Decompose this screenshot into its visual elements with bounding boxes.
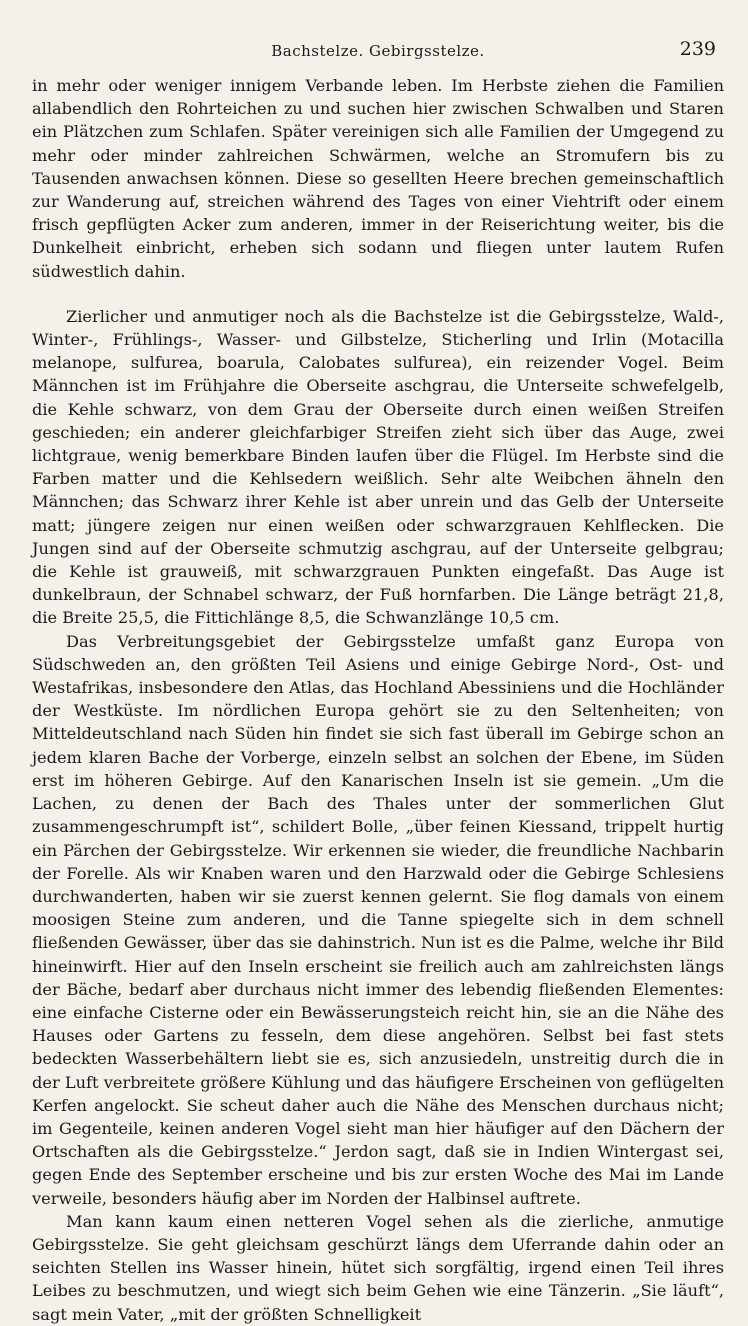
paragraph-continuation: in mehr oder weniger innigem Verbande leben. Im Herbste ziehen die Familien allabendlich den Rohrteichen zu und suchen hier zwischen Schwalben und Staren ein Plätzchen zum Schlafen. Später vereinigen sich alle Familien der Umgegend zu mehr oder minder zahlreichen Schwärmen, welche an Stromufern bis zu Tausenden anwachsen können. Diese so gesellten Heere brechen gemeinschaftlich zur Wanderung auf, streichen während des Tages von einer Viehtrift oder einem frisch gepflügten Acker zum anderen, immer in der Reiserichtung weiter, bis die Dunkelheit einbricht, erheben sich sodann und fliegen unter lautem Rufen südwestlich dahin. bbox=[32, 76, 724, 281]
running-head: Bachstelze. Gebirgsstelze. bbox=[271, 42, 485, 60]
paragraph-description: Zierlicher und anmutiger noch als die Bachstelze ist die Gebirgsstelze, Wald-, Winter-, Frühlings-, Wasser- und Gilbstelze, Sticherling und Irlin (Motacilla melanope, sulfurea, boarula, Calobates sulfurea), ein reizender Vogel. Beim Männchen ist im Frühjahre die Oberseite aschgrau, die Unterseite schwefelgelb, die Kehle schwarz, von dem Grau der Oberseite durch einen weißen Streifen geschieden; ein anderer gleichfarbiger Streifen zieht sich über das Auge, zwei lichtgraue, wenig bemerkbare Binden laufen über die Flügel. Im Herbste sind die Farben matter und die Kehlsedern weißlich. Sehr alte Weibchen ähneln den Männchen; das Schwarz ihrer Kehle ist aber unrein und das Gelb der Unterseite matt; jüngere zeigen nur einen weißen oder schwarzgrauen Kehlflecken. Die Jungen sind auf der Oberseite schmutzig aschgrau, auf der Unterseite gelbgrau; die Kehle ist grauweiß, mit schwarzgrauen Punkten eingefaßt. Das Auge ist dunkelbraun, der Schnabel schwarz, der Fuß hornfarben. Die Länge beträgt 21,8, die Breite 25,5, die Fittichlänge 8,5, die Schwanzlänge 10,5 cm. bbox=[32, 306, 724, 628]
paragraph-behavior: Man kann kaum einen netteren Vogel sehen als die zierliche, anmutige Gebirgsstelze. Sie geht gleichsam geschürzt längs dem Uferrande dahin oder an seichten Stellen ins Wasser hinein, hütet sich sorgfältig, irgend einen Teil ihres Leibes zu beschmutzen, und wiegt sich beim Gehen wie eine Tänzerin. „Sie läuft“, sagt mein Vater, „mit der größten Schnelligkeit bbox=[32, 1211, 724, 1324]
page-header bbox=[32, 38, 724, 66]
body-text bbox=[32, 74, 724, 1326]
page-number: 239 bbox=[679, 38, 716, 60]
paragraph-distribution: Das Verbreitungsgebiet der Gebirgsstelze umfaßt ganz Europa von Südschweden an, den größten Teil Asiens und einige Gebirge Nord-, Ost- und Westafrikas, insbesondere den Atlas, das Hochland Abessiniens und die Hochländer der Westküste. Im nördlichen Europa gehört sie zu den Seltenheiten; von Mitteldeutschland nach Süden hin findet sie sich fast überall im Gebirge schon an jedem klaren Bache der Vorberge, einzeln selbst an solchen der Ebene, im Süden erst im höheren Gebirge. Auf den Kanarischen Inseln ist sie gemein. „Um die Lachen, zu denen der Bach des Thales unter der sommerlichen Glut zusammengeschrumpft ist“, schildert Bolle, „über feinen Kiessand, trippelt hurtig ein Pärchen der Gebirgsstelze. Wir erkennen sie wieder, die freundliche Nachbarin der Forelle. Als wir Knaben waren und den Harzwald oder die Gebirge Schlesiens durchwanderten, haben wir sie zuerst kennen gelernt. Sie flog damals von einem moosigen Steine zum anderen, und die Tanne spiegelte sich in dem schnell fließenden Gewässer, über das sie dahinstrich. Nun ist es die Palme, welche ihr Bild hineinwirft. Hier auf den Inseln erscheint sie freilich auch am zahlreichsten längs der Bäche, bedarf aber durchaus nicht immer des lebendig fließenden Elementes: eine einfache Cisterne oder ein Bewässerungsteich reicht hin, sie an die Nähe des Hauses oder Gartens zu fesseln, dem diese angehören. Selbst bei fast stets bedeckten Wasserbehältern liebt sie es, sich anzusiedeln, unstreitig durch die in der Luft verbreitete größere Kühlung und das häufigere Erscheinen von geflügelten Kerfen angelockt. Sie scheut daher auch die Nähe des Menschen durchaus nicht; im Gegenteile, keinen anderen Vogel sieht man hier häufiger auf den Dächern der Ortschaften als die Gebirgsstelze.“ Jerdon sagt, daß sie in Indien Wintergast sei, gegen Ende des September erscheine und bis zur ersten Woche des Mai im Lande verweile, besonders häufig aber im Norden der Halbinsel auftrete. bbox=[32, 631, 724, 1208]
